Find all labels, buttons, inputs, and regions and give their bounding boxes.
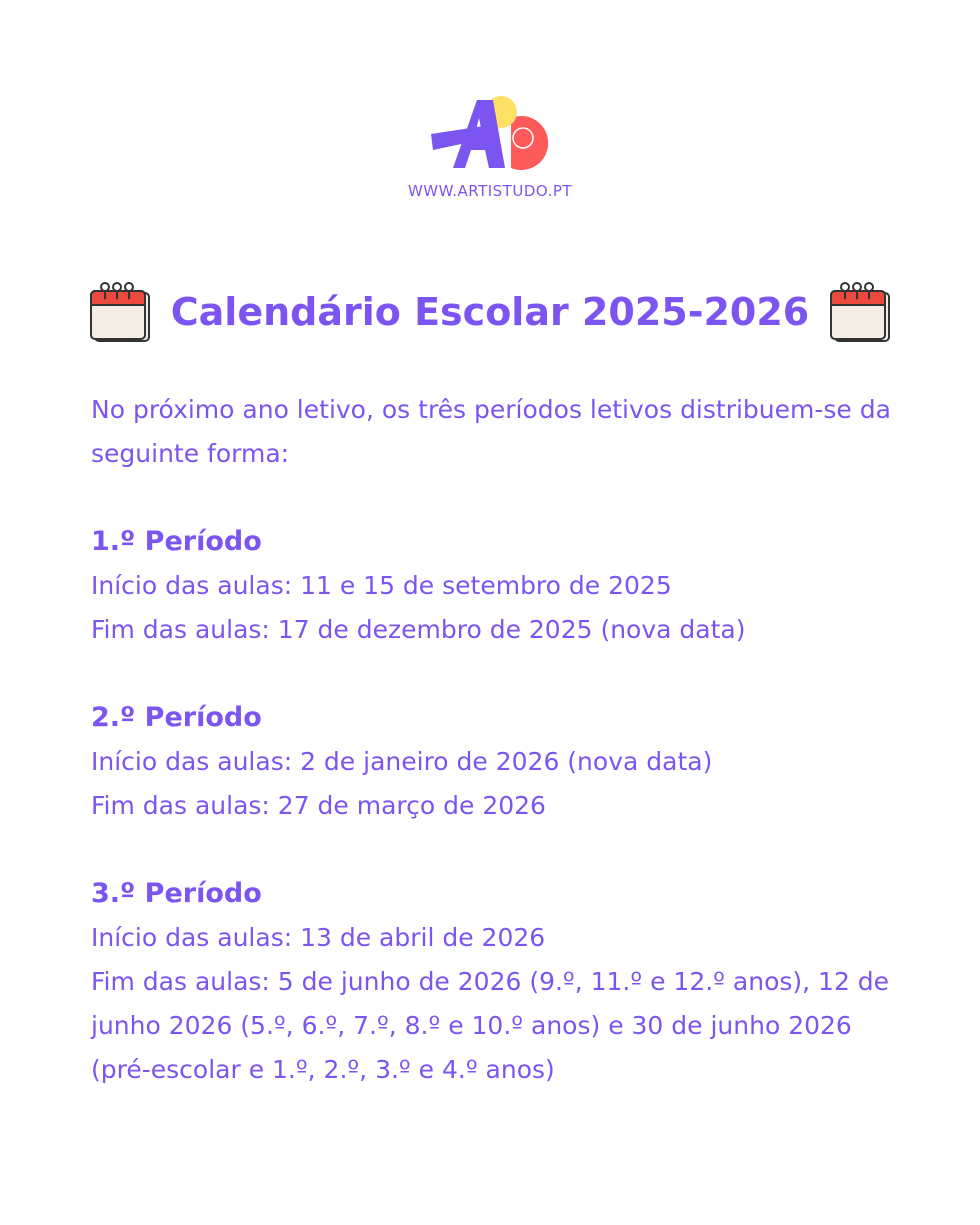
period-1 (91, 520, 911, 652)
period-heading: 1.º Período (91, 526, 262, 557)
period-heading: 3.º Período (91, 878, 262, 909)
period-start: Início das aulas: 2 de janeiro de 2026 (nova data) (91, 747, 713, 776)
artistudo-logo-icon (425, 90, 555, 170)
period-end: Fim das aulas: 5 de junho de 2026 (9.º, 11.º e 12.º anos), 12 de junho 2026 (5.º, 6.º, 7.º, 8.º e 10.º anos) e 30 de junho 2026 (pré-escolar e 1.º, 2.º, 3.º e 4.º anos) (91, 967, 890, 1084)
period-3 (91, 872, 911, 1092)
period-end: Fim das aulas: 17 de dezembro de 2025 (nova data) (91, 615, 746, 644)
brand-logo (0, 90, 980, 170)
period-end: Fim das aulas: 27 de março de 2026 (91, 791, 546, 820)
period-start: Início das aulas: 13 de abril de 2026 (91, 923, 546, 952)
calendar-icon (827, 279, 893, 345)
intro-text: No próximo ano letivo, os três períodos letivos distribuem-se da seguinte forma: (91, 395, 891, 468)
period-start: Início das aulas: 11 e 15 de setembro de 2025 (91, 571, 672, 600)
calendar-icon (87, 279, 153, 345)
period-2 (91, 696, 911, 828)
period-heading: 2.º Período (91, 702, 262, 733)
title-row (0, 272, 980, 352)
site-url[interactable]: WWW.ARTISTUDO.PT (407, 182, 573, 200)
calendar-content (91, 388, 911, 1092)
page-title: Calendário Escolar 2025-2026 (170, 290, 810, 334)
